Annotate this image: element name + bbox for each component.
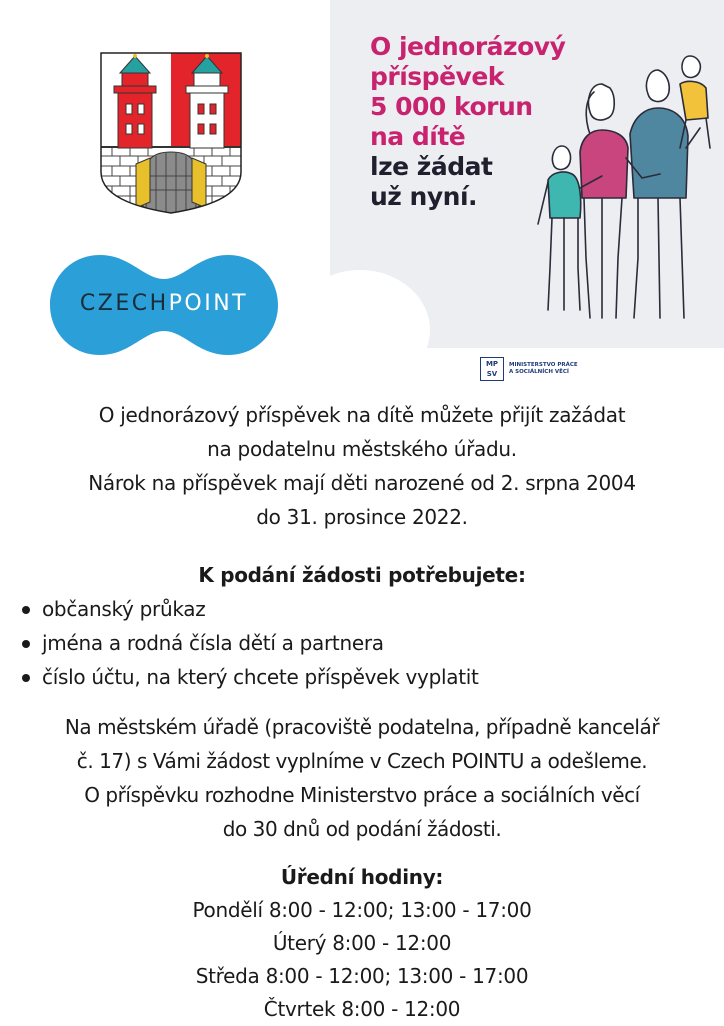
list-item: jména a rodná čísla dětí a partnera xyxy=(20,626,479,660)
requirements-title: K podání žádosti potřebujete: xyxy=(198,563,526,587)
list-item: občanský průkaz xyxy=(20,592,479,626)
campaign-banner xyxy=(330,0,724,348)
hours-row: Středa 8:00 - 12:00; 13:00 - 17:00 xyxy=(195,964,529,988)
banner-headline: O jednorázový příspěvek 5 000 korun na dítě lze žádat už nyní. xyxy=(370,32,566,211)
mpsv-emblem: MP SV xyxy=(480,357,504,381)
office-line: Na městském úřadě (pracoviště podatelna, případně kancelář xyxy=(64,715,660,739)
office-line: do 30 dnů od podání žádosti. xyxy=(222,817,502,841)
requirements-list xyxy=(20,592,479,694)
office-line: č. 17) s Vámi žádost vyplníme v Czech POINTU a odešleme. xyxy=(76,749,648,773)
intro-line: na podatelnu městského úřadu. xyxy=(207,437,517,461)
intro-paragraph xyxy=(0,398,724,534)
hours-row: Úterý 8:00 - 12:00 xyxy=(272,931,452,955)
coat-of-arms xyxy=(100,52,242,214)
office-hours-title: Úřední hodiny: xyxy=(280,865,444,889)
czech-point-wordmark: CZECHPOINT xyxy=(79,291,249,316)
office-line: O příspěvku rozhodne Ministerstvo práce a sociálních věcí xyxy=(84,783,640,807)
mpsv-logo xyxy=(480,357,599,381)
czech-point-logo xyxy=(48,253,280,357)
office-paragraph xyxy=(0,710,724,846)
hours-row: Pondělí 8:00 - 12:00; 13:00 - 17:00 xyxy=(192,898,532,922)
mpsv-name: MINISTERSTVO PRÁCE A SOCIÁLNÍCH VĚCÍ xyxy=(509,362,578,375)
office-hours-list xyxy=(0,894,724,1026)
family-illustration xyxy=(530,48,720,328)
intro-line: Nárok na příspěvek mají děti narozené od 2. srpna 2004 xyxy=(88,471,636,495)
intro-line: O jednorázový příspěvek na dítě můžete přijít zažádat xyxy=(98,403,626,427)
hours-row: Čtvrtek 8:00 - 12:00 xyxy=(263,997,461,1021)
list-item: číslo účtu, na který chcete příspěvek vyplatit xyxy=(20,660,479,694)
intro-line: do 31. prosince 2022. xyxy=(256,505,468,529)
